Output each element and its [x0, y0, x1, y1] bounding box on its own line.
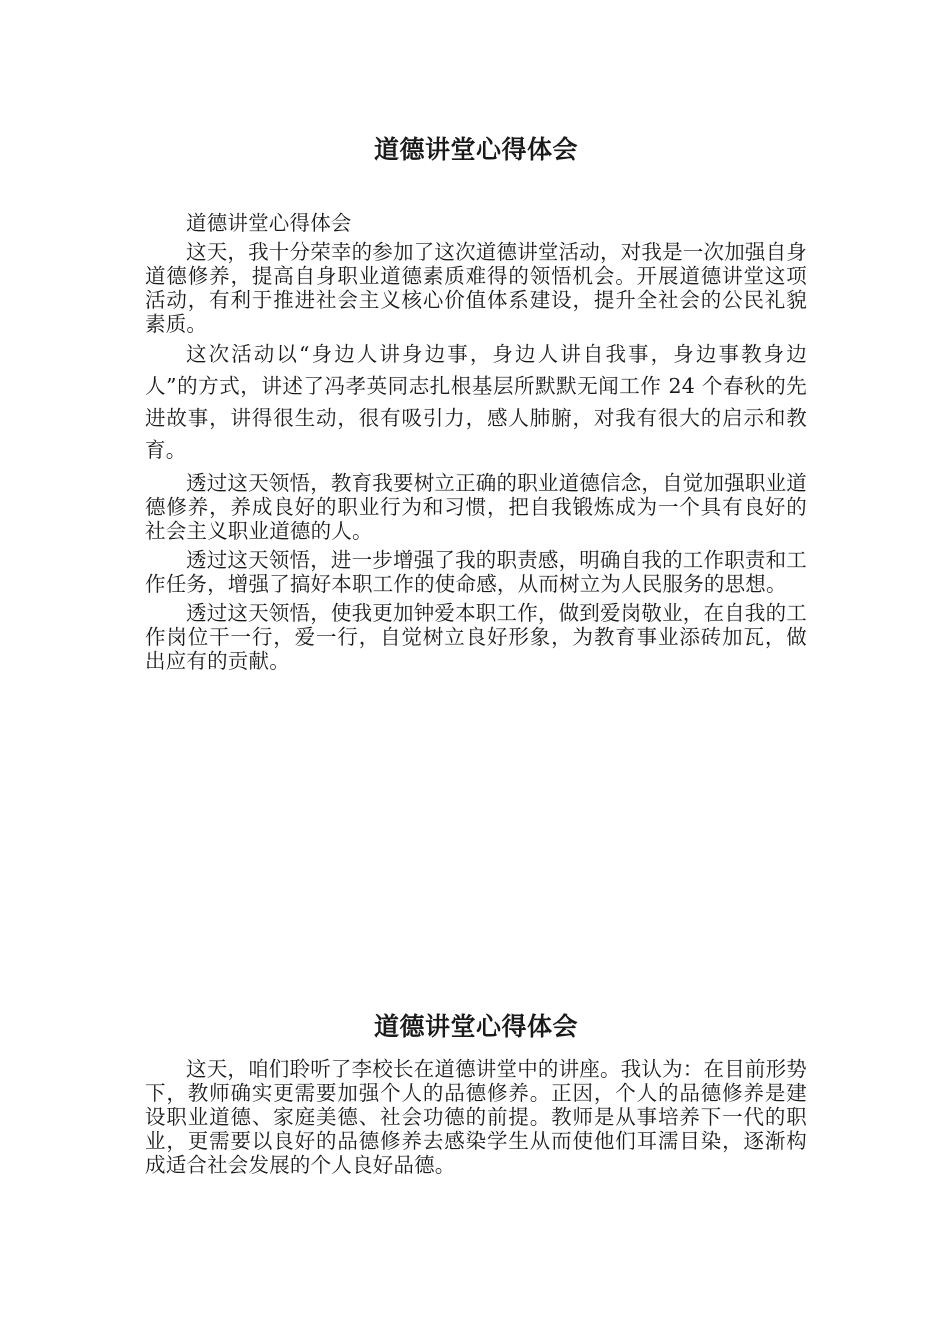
article-1-title: 道德讲堂心得体会 — [373, 135, 578, 164]
article-1-paragraph: 透过这天领悟，使我更加钟爱本职工作，做到爱岗敬业，在自我的工作岗位干一行，爱一行，自觉树立良好形象，为教育事业添砖加瓦，做出应有的贡献。 — [145, 601, 807, 673]
article-1-paragraph: 透过这天领悟，进一步增强了我的职责感，明确自我的工作职责和工作任务，增强了搞好本职工作的使命感，从而树立为人民服务的思想。 — [145, 548, 807, 596]
article-2-paragraph: 这天，咱们聆听了李校长在道德讲堂中的讲座。我认为：在目前形势下，教师确实更需要加强个人的品德修养。正因，个人的品德修养是建设职业道德、家庭美德、社会功德的前提。教师是从事培养下一代的职业，更需要以良好的品德修养去感染学生从而使他们耳濡目染，逐渐构成适合社会发展的个人良好品德。 — [145, 1057, 807, 1177]
article-1 — [145, 133, 807, 673]
article-1-paragraph: 这天，我十分荣幸的参加了这次道德讲堂活动，对我是一次加强自身道德修养，提高自身职业道德素质难得的领悟机会。开展道德讲堂这项活动，有利于推进社会主义核心价值体系建设，提升全社会的公民礼貌素质。 — [145, 240, 807, 336]
article-1-subtitle: 道德讲堂心得体会 — [186, 211, 352, 235]
article-2-title: 道德讲堂心得体会 — [373, 1012, 578, 1041]
article-2 — [145, 1010, 807, 1177]
article-1-paragraph: 透过这天领悟，教育我要树立正确的职业道德信念，自觉加强职业道德修养，养成良好的职业行为和习惯，把自我锻炼成为一个具有良好的社会主义职业道德的人。 — [145, 471, 807, 543]
article-1-paragraph: 这次活动以“身边人讲身边事，身边人讲自我事，身边事教身边人”的方式，讲述了冯孝英同志扎根基层所默默无闻工作 24 个春秋的先进故事，讲得很生动，很有吸引力，感人肺腑，对我有很大的启示和教育。 — [145, 342, 807, 462]
